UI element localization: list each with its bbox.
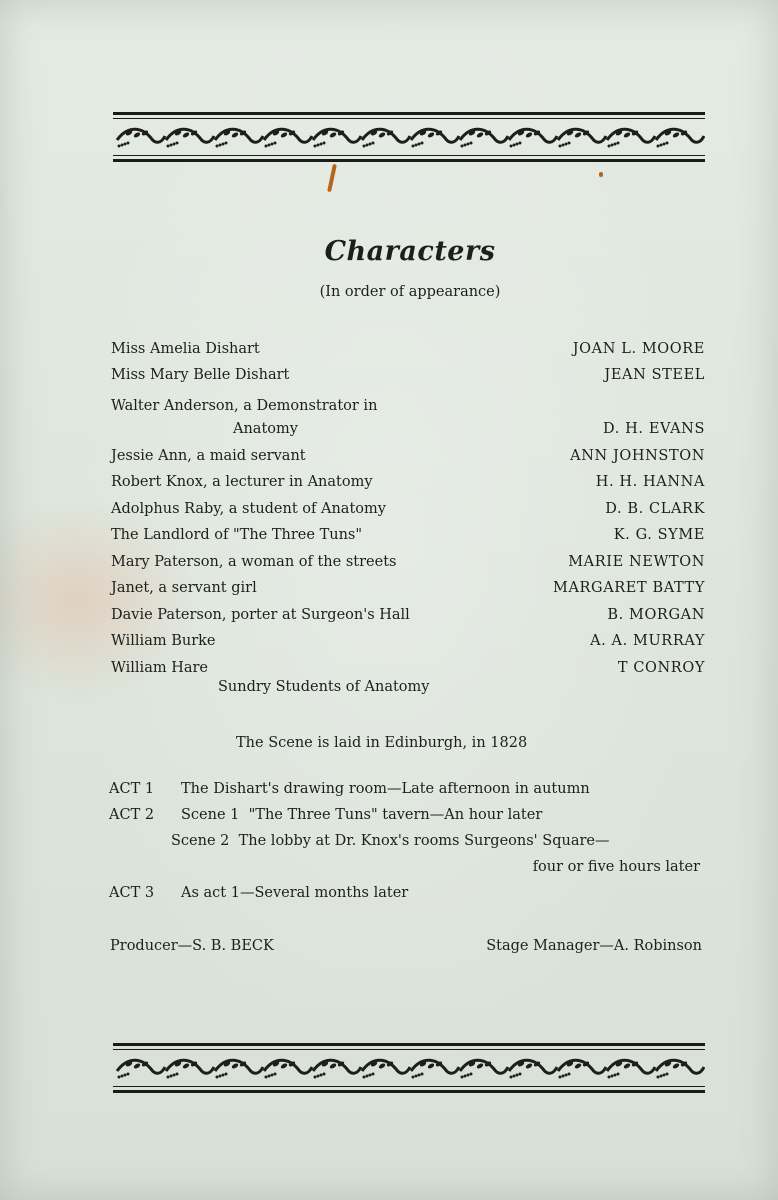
- character-role: Jessie Ann, a maid servant: [111, 447, 306, 464]
- stage-manager-credit: Stage Manager—A. Robinson: [486, 938, 702, 954]
- cast-row: [111, 441, 705, 468]
- laurel-motif: [166, 129, 214, 147]
- cast-row: [111, 547, 705, 574]
- laurel-motif: [362, 1060, 410, 1078]
- border-rule: [113, 1086, 705, 1087]
- cast-row: [111, 361, 705, 388]
- cast-row: [111, 521, 705, 548]
- act-description-continuation: four or five hours later: [532, 859, 700, 875]
- cast-row: [111, 574, 705, 601]
- laurel-motif: [558, 1060, 606, 1078]
- laurel-motif: [656, 129, 704, 147]
- actor-name: ANN JOHNSTON: [570, 447, 705, 464]
- cast-row: [111, 468, 705, 495]
- page-title: Characters: [324, 236, 496, 267]
- character-role: Miss Amelia Dishart: [111, 340, 260, 357]
- act-line: [109, 880, 705, 906]
- character-role: Adolphus Raby, a student of Anatomy: [111, 500, 386, 517]
- cast-row: [111, 653, 705, 680]
- character-role-continuation: Anatomy: [233, 421, 298, 437]
- top-ornamental-border: [113, 112, 705, 162]
- border-rule: [113, 112, 705, 115]
- act-description: The Dishart's drawing room—Late afternoon in autumn: [181, 781, 590, 797]
- laurel-motif: [264, 129, 312, 147]
- actor-name: MARGARET BATTY: [553, 580, 705, 596]
- laurel-motif: [313, 1060, 361, 1078]
- cast-row: [111, 627, 705, 654]
- laurel-motif: [117, 129, 165, 147]
- laurel-motif: [411, 1060, 459, 1078]
- cast-row: [111, 387, 705, 441]
- act-label: ACT 1: [109, 781, 155, 797]
- laurel-motif: [215, 1060, 263, 1078]
- laurel-motif: [117, 1060, 165, 1078]
- act-line: [109, 802, 705, 828]
- laurel-ornament-strip: [113, 122, 705, 152]
- character-role: Janet, a servant girl: [111, 580, 257, 596]
- laurel-motif: [166, 1060, 214, 1078]
- actor-name: JOAN L. MOORE: [572, 340, 705, 357]
- actor-name: H. H. HANNA: [595, 474, 705, 490]
- laurel-motif: [558, 129, 606, 147]
- actor-name: D. B. CLARK: [605, 500, 705, 517]
- bottom-ornamental-border: [113, 1043, 705, 1093]
- border-rule: [113, 1090, 705, 1093]
- cast-list: [111, 334, 705, 680]
- act-description: As act 1—Several months later: [181, 885, 409, 901]
- character-role: Davie Paterson, porter at Surgeon's Hall: [111, 606, 410, 623]
- laurel-motif: [215, 129, 263, 147]
- act-description: Scene 2 The lobby at Dr. Knox's rooms Surgeons' Square—: [171, 833, 610, 849]
- actor-name: MARIE NEWTON: [568, 553, 705, 570]
- border-rule: [113, 1049, 705, 1050]
- laurel-motif: [264, 1060, 312, 1078]
- actor-name: A. A. MURRAY: [590, 633, 705, 649]
- act-label: ACT 3: [109, 885, 155, 901]
- cast-row: [111, 600, 705, 627]
- act-list: [109, 776, 705, 906]
- laurel-motif: [460, 1060, 508, 1078]
- character-role: Walter Anderson, a Demonstrator in: [111, 398, 378, 414]
- laurel-ornament-strip: [113, 1053, 705, 1083]
- producer-credit: Producer—S. B. BECK: [110, 938, 274, 954]
- laurel-motif: [656, 1060, 704, 1078]
- actor-name: B. MORGAN: [607, 606, 705, 623]
- act-description: Scene 1 "The Three Tuns" tavern—An hour later: [181, 807, 543, 823]
- act-line: [109, 854, 705, 880]
- laurel-motif: [460, 129, 508, 147]
- actor-name: D. H. EVANS: [603, 421, 705, 437]
- actor-name: T CONROY: [617, 659, 705, 676]
- ink-stain: [327, 164, 337, 192]
- character-role: William Burke: [111, 633, 216, 649]
- laurel-motif: [509, 129, 557, 147]
- laurel-motif: [362, 129, 410, 147]
- scene-setting: The Scene is laid in Edinburgh, in 1828: [236, 735, 528, 751]
- border-rule: [113, 118, 705, 119]
- cast-row: [111, 494, 705, 521]
- border-rule: [113, 1043, 705, 1046]
- actor-name: K. G. SYME: [613, 527, 705, 543]
- border-rule: [113, 155, 705, 156]
- actor-name: JEAN STEEL: [604, 367, 705, 383]
- page-subtitle: (In order of appearance): [319, 284, 501, 300]
- laurel-motif: [313, 129, 361, 147]
- character-role-multiline: [111, 395, 441, 441]
- laurel-motif: [509, 1060, 557, 1078]
- ink-stain: [599, 172, 603, 177]
- character-role: The Landlord of "The Three Tuns": [111, 527, 363, 543]
- production-credits: [110, 938, 702, 954]
- border-rule: [113, 159, 705, 162]
- act-label: ACT 2: [109, 807, 155, 823]
- character-role: William Hare: [111, 659, 209, 676]
- character-role: Robert Knox, a lecturer in Anatomy: [111, 474, 373, 490]
- laurel-motif: [607, 129, 655, 147]
- cast-row: [111, 334, 705, 361]
- laurel-motif: [411, 129, 459, 147]
- act-line: [109, 828, 705, 854]
- sundry-students: Sundry Students of Anatomy: [218, 679, 430, 695]
- character-role: Miss Mary Belle Dishart: [111, 367, 290, 383]
- laurel-motif: [607, 1060, 655, 1078]
- act-line: [109, 776, 705, 802]
- character-role: Mary Paterson, a woman of the streets: [111, 553, 397, 570]
